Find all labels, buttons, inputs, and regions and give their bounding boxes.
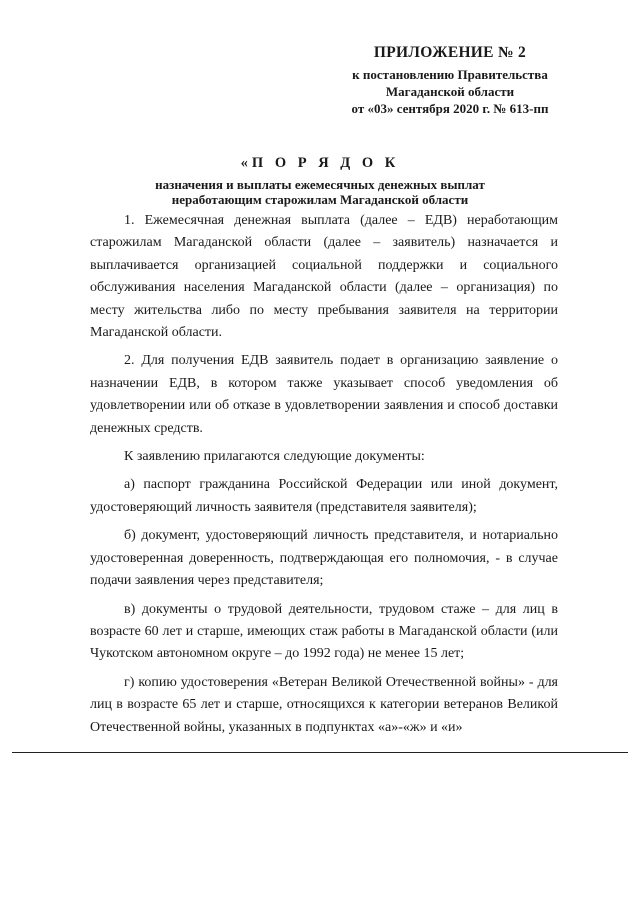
appendix-region-line: Магаданской области <box>385 84 515 99</box>
list-item-b: б) документ, удостоверяющий личность представителя, и нотариально удостоверенная доверенность, подтверждающая его полномочия, - в случае подачи заявления через представителя; <box>90 528 558 589</box>
appendix-title: ПРИЛОЖЕНИЕ № 2 <box>373 44 527 61</box>
appendix-decree-line: к постановлению Правительства <box>352 67 548 82</box>
list-item-g: г) копию удостоверения «Ветеран Великой Отечественной войны» - для лиц в возрасте 65 лет и старше, относящихся к категории ветеранов Великой Отечественной войны, указанных в подпунктах «а»-«ж» и «и» <box>90 674 558 735</box>
paragraph-documents-intro: К заявлению прилагаются следующие документы: <box>124 449 425 465</box>
document-subtitle-line-2: неработающим старожилам Магаданской области <box>171 192 469 207</box>
document-body <box>90 210 558 745</box>
paragraph-1: 1. Ежемесячная денежная выплата (далее – ЕДВ) неработающим старожилам Магаданской области (далее – заявитель) назначается и выплачивается организацией социальной поддержки и социального обслуживания населения Магаданской области (далее – организация) по месту жительства либо по месту пребывания заявителя на территории Магаданской области. <box>90 213 558 341</box>
list-item-v: в) документы о трудовой деятельности, трудовом стаже – для лиц в возрасте 60 лет и старше, имеющих стаж работы в Магаданской области (или Чукотском автономном округе – до 1992 года) не менее 15 лет; <box>90 601 558 662</box>
document-subtitle-line-1: назначения и выплаты ежемесячных денежных выплат <box>155 177 485 192</box>
appendix-date-line: от «03» сентября 2020 г. № 613-пп <box>351 101 549 116</box>
document-heading: «П О Р Я Д О К <box>240 155 400 171</box>
appendix-header <box>300 44 600 117</box>
document-title <box>130 155 510 207</box>
paragraph-2: 2. Для получения ЕДВ заявитель подает в организацию заявление о назначении ЕДВ, в котором также указывает способ уведомления об удовлетворении или об отказе в удовлетворении заявления и способ доставки денежных средств. <box>90 353 558 436</box>
page-bottom-rule <box>12 752 628 753</box>
list-item-a: а) паспорт гражданина Российской Федерации или иной документ, удостоверяющий личность заявителя (представителя заявителя); <box>90 477 558 515</box>
